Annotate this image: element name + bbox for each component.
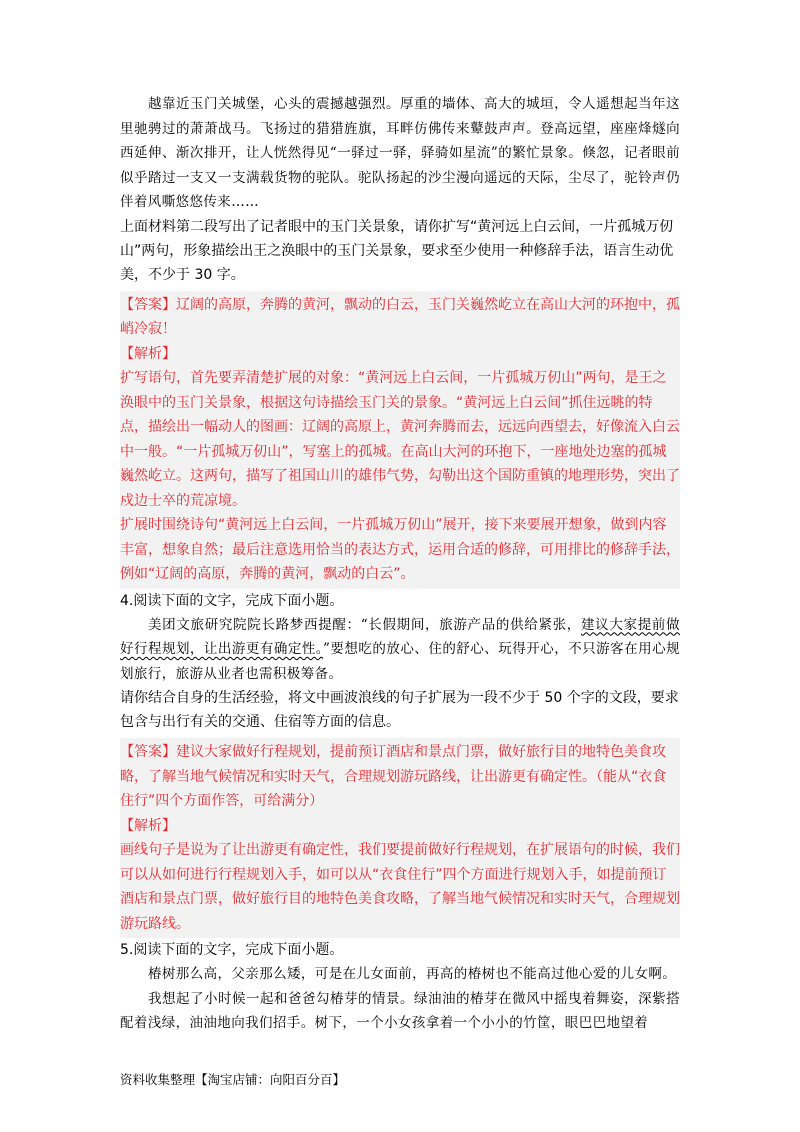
passage-paragraph-4 bbox=[120, 613, 680, 687]
question-text-4: 请你结合自身的生活经验，将文中画波浪线的句子扩展为一段不少于 50 个字的文段，要求包含与出行有关的交通、住宿等方面的信息。 bbox=[120, 690, 679, 730]
answer-text-4: 建议大家做好行程规划，提前预订酒店和景点门票，做好旅行目的地特色美食攻略，了解当地气候情况和实时天气，合理规划游玩路线，让出游更有确定性。（能从“衣食住行”四个方面作答，可给满分） bbox=[120, 744, 667, 809]
answer-tag-4: 【答案】 bbox=[120, 744, 176, 760]
question-heading-5: 5.阅读下面的文字，完成下面小题。 bbox=[120, 942, 344, 958]
answer-box-4 bbox=[120, 738, 680, 938]
question-text: 上面材料第二段写出了记者眼中的玉门关景象，请你扩写“黄河远上白云间，一片孤城万仞山”两句，形象描绘出王之涣眼中的玉门关景象，要求至少使用一种修辞手法，语言生动优美，不少于 30 字。 bbox=[120, 218, 674, 283]
answer-tag: 【答案】 bbox=[120, 296, 176, 313]
passage-paragraph-5a: 椿树那么高，父亲那么矮，可是在儿女面前，再高的椿树也不能高过他心爱的儿女啊。 bbox=[148, 966, 677, 982]
analysis-tag: 【解析】 bbox=[120, 345, 176, 362]
answer-box bbox=[120, 291, 680, 589]
analysis-text-4: 画线句子是说为了让出游更有确定性，我们要提前做好行程规划，在扩展语句的时候，我们可以从如何进行行程规划入手，如可以从“衣食住行”四个方面进行规划入手，如提前预订酒店和景点门票，做好旅行目的地特色美食攻略，了解当地气候情况和实时天气，合理规划游玩路线。 bbox=[120, 842, 680, 932]
answer-line bbox=[120, 293, 680, 342]
answer-line-4 bbox=[120, 740, 680, 814]
analysis-tag-4: 【解析】 bbox=[120, 817, 176, 834]
answer-text: 辽阔的高原，奔腾的黄河，飘动的白云，玉门关巍然屹立在高山大河的环抱中，孤峭冷寂！ bbox=[120, 296, 680, 337]
document-page bbox=[120, 92, 680, 1036]
page-footer: 资料收集整理【淘宝店铺：向阳百分百】 bbox=[120, 1072, 346, 1087]
passage-post: ”要想吃的放心、住的舒心、玩得开心，不只游客在用心规划旅行，旅游从业者也需积极筹备。 bbox=[120, 641, 680, 682]
passage-paragraph-5b: 我想起了小时候一起和爸爸勾椿芽的情景。绿油油的椿芽在微风中摇曳着舞姿，深紫搭配着浅绿，油油地向我们招手。树下，一个小女孩拿着一个小小的竹筐，眼巴巴地望着 bbox=[120, 990, 680, 1031]
passage-paragraph: 越靠近玉门关城堡，心头的震撼越强烈。厚重的墙体、高大的城垣，令人遥想起当年这里驰骋过的萧萧战马。飞扬过的猎猎旌旗，耳畔仿佛传来鼙鼓声声。登高远望，座座烽燧向西延伸、渐次排开，让人恍然得见“一驿过一驿，驿骑如星流”的繁忙景象。倏忽，记者眼前似乎踏过一支又一支满载货物的驼队。驼队扬起的沙尘漫向遥远的天际，尘尽了，驼铃声仍伴着风嘶悠悠传来…… bbox=[120, 96, 680, 210]
question-heading-4: 4.阅读下面的文字，完成下面小题。 bbox=[120, 592, 344, 609]
wavy-underlined-sentence: 建议大家提前做好行程规划，让出游更有确定性。 bbox=[120, 616, 680, 657]
passage-pre: 美团文旅研究院院长路梦西提醒：“长假期间，旅游产品的供给紧张， bbox=[148, 616, 581, 633]
analysis-text-2: 扩展时围绕诗句“黄河远上白云间，一片孤城万仞山”展开，接下来要展开想象，做到内容丰富，想象自然；最后注意选用恰当的表达方式，运用合适的修辞，可用排比的修辞手法，例如“辽阔的高原，奔腾的黄河，飘动的白云”。 bbox=[120, 517, 680, 582]
analysis-text: 扩写语句，首先要弄清楚扩展的对象：“黄河远上白云间，一片孤城万仞山”两句，是王之涣眼中的玉门关景象，根据这句诗描绘玉门关的景象。“黄河远上白云间”抓住远眺的特点，描绘出一幅动人的图画：辽阔的高原上，黄河奔腾而去，远远向西望去，好像流入白云中一般。“一片孤城万仞山”，写塞上的孤城。在高山大河的环抱下，一座地处边塞的孤城巍然屹立。这两句，描写了祖国山川的雄伟气势，勾勒出这个国防重镇的地理形势，突出了戍边士卒的荒凉境。 bbox=[120, 370, 680, 509]
